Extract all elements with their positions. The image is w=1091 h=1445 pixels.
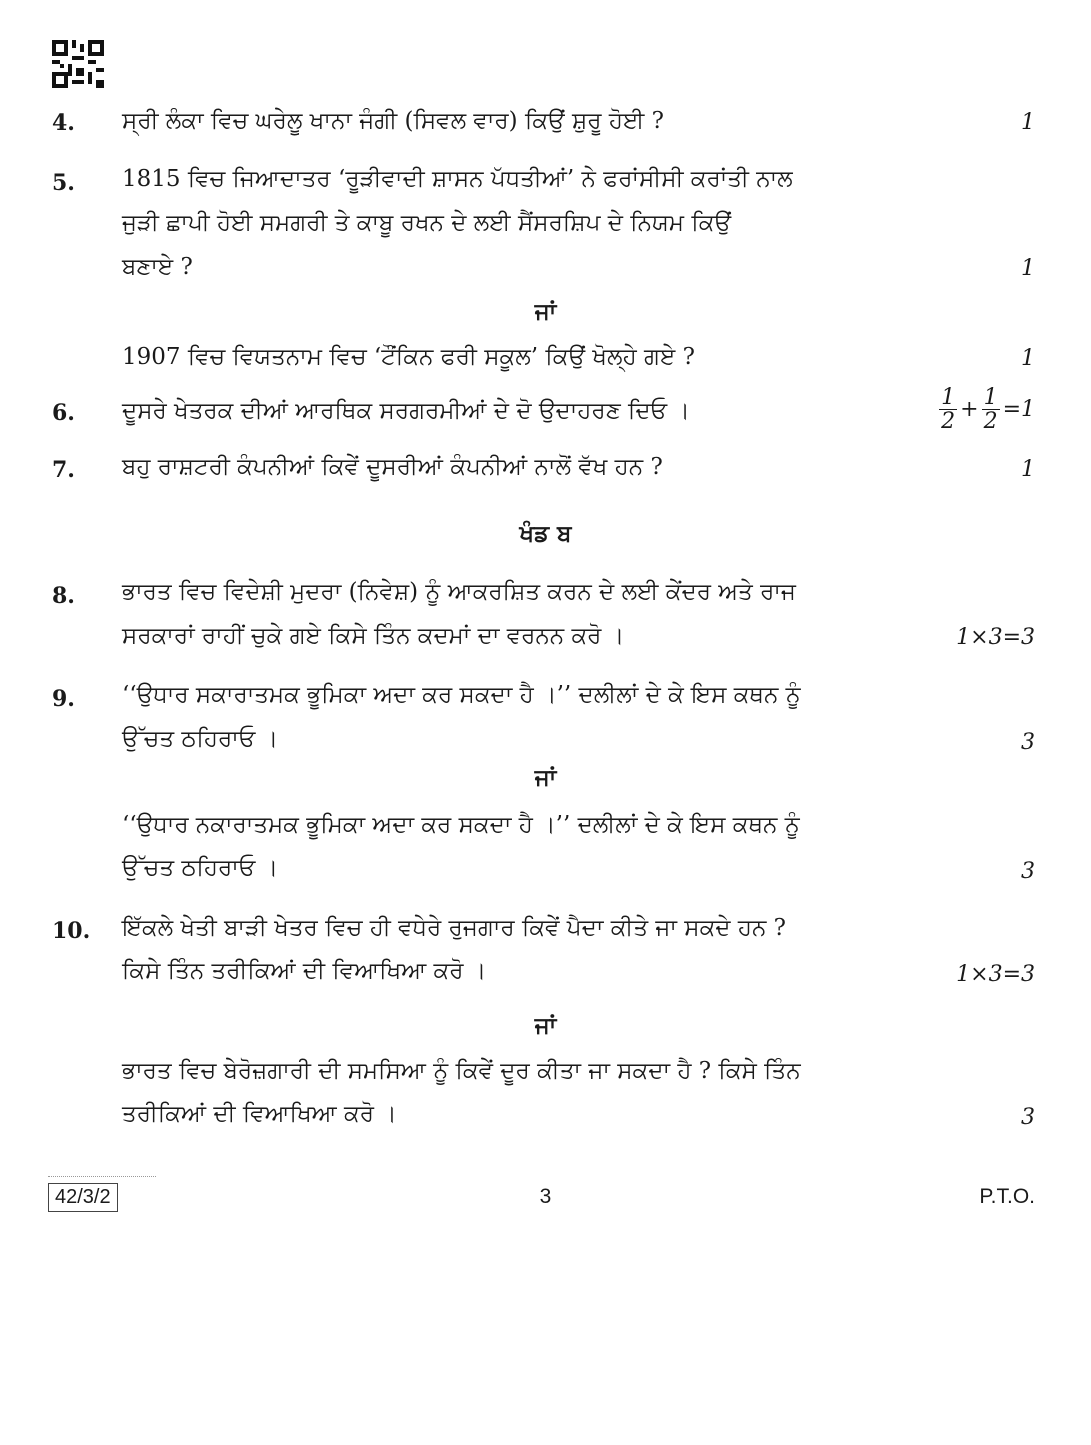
question-number: 6. (52, 400, 75, 426)
question-text: ਦੂਸਰੇ ਖੇਤਰਕ ਦੀਆਂ ਆਰਥਿਕ ਸਰਗਰਮੀਆਂ ਦੇ ਦੋ ਉਦਾਹਰਣ ਦਿਓ । (122, 398, 690, 424)
question-text: ਉੱਚਤ ਠਹਿਰਾਓ । (122, 726, 279, 752)
question-number: 5. (52, 170, 75, 196)
footer-divider (48, 1176, 156, 1181)
question-number: 9. (52, 686, 75, 712)
question-text: ਜੁੜੀ ਛਾਪੀ ਹੋਈ ਸਮਗਰੀ ਤੇ ਕਾਬੂ ਰਖਨ ਦੇ ਲਈ ਸੈਂਸਰਸ਼ਿਪ ਦੇ ਨਿਯਮ ਕਿਉਂ (122, 210, 732, 236)
qr-code-icon (52, 40, 104, 88)
question-text: ਬਹੁ ਰਾਸ਼ਟਰੀ ਕੰਪਨੀਆਂ ਕਿਵੇਂ ਦੂਸਰੀਆਂ ਕੰਪਨੀਆਂ ਨਾਲੋਂ ਵੱਖ ਹਨ ? (122, 454, 663, 480)
fraction-numerator: 1 (983, 385, 998, 410)
section-title: ਖੰਡ ਬ (519, 520, 572, 547)
question-text: ‘‘ਉਧਾਰ ਨਕਾਰਾਤਮਕ ਭੂਮਿਕਾ ਅਦਾ ਕਰ ਸਕਦਾ ਹੈ ।’’ ਦਲੀਲਾਂ ਦੇ ਕੇ ਇਸ ਕਥਨ ਨੂੰ (122, 812, 800, 838)
question-text: 1815 ਵਿਚ ਜਿਆਦਾਤਰ ‘ਰੂੜੀਵਾਦੀ ਸ਼ਾਸਨ ਪੱਧਤੀਆਂ’ ਨੇ ਫਰਾਂਸੀਸੀ ਕਰਾਂਤੀ ਨਾਲ (122, 166, 793, 192)
question-text: ਸਰਕਾਰਾਂ ਰਾਹੀਂ ਚੁਕੇ ਗਏ ਕਿਸੇ ਤਿੰਨ ਕਦਮਾਂ ਦਾ ਵਰਨਨ ਕਰੋ । (122, 623, 625, 649)
question-marks: 1 (1021, 110, 1035, 135)
please-turn-over: P.T.O. (979, 1185, 1035, 1208)
question-marks: 3 (1021, 730, 1035, 755)
fraction-equals: =1 (1002, 397, 1035, 423)
fraction-denominator: 2 (941, 409, 956, 435)
question-text: ਭਾਰਤ ਵਿਚ ਵਿਦੇਸ਼ੀ ਮੁਦਰਾ (ਨਿਵੇਸ਼) ਨੂੰ ਆਕਰਸ਼ਿਤ ਕਰਨ ਦੇ ਲਈ ਕੇਂਦਰ ਅਤੇ ਰਾਜ (122, 579, 796, 605)
question-text: ਬਣਾਏ ? (122, 254, 193, 280)
question-text: ‘‘ਉਧਾਰ ਸਕਾਰਾਤਮਕ ਭੂਮਿਕਾ ਅਦਾ ਕਰ ਸਕਦਾ ਹੈ ।’’ ਦਲੀਲਾਂ ਦੇ ਕੇ ਇਸ ਕਥਨ ਨੂੰ (122, 682, 801, 708)
question-number: 8. (52, 583, 75, 609)
fraction-plus: + (960, 397, 979, 423)
fraction-numerator: 1 (941, 385, 956, 410)
question-number: 10. (52, 918, 91, 944)
question-text: 1907 ਵਿਚ ਵਿਯਤਨਾਮ ਵਿਚ ‘ਟੌਂਕਿਨ ਫਰੀ ਸਕੂਲ’ ਕਿਉਂ ਖੋਲ੍ਹੇ ਗਏ ? (122, 344, 695, 370)
question-marks: 3 (1021, 859, 1035, 884)
or-separator: ਜਾਂ (534, 764, 557, 791)
question-marks: 1×3=3 (956, 625, 1035, 650)
question-text: ਭਾਰਤ ਵਿਚ ਬੇਰੋਜ਼ਗਾਰੀ ਦੀ ਸਮਸਿਆ ਨੂੰ ਕਿਵੇਂ ਦੂਰ ਕੀਤਾ ਜਾ ਸਕਦਾ ਹੈ ? ਕਿਸੇ ਤਿੰਨ (122, 1058, 801, 1084)
or-separator: ਜਾਂ (534, 298, 557, 325)
question-marks: 1 (1021, 256, 1035, 281)
question-text: ਸ੍ਰੀ ਲੰਕਾ ਵਿਚ ਘਰੇਲੂ ਖਾਨਾ ਜੰਗੀ (ਸਿਵਲ ਵਾਰ) ਕਿਉਂ ਸ਼ੁਰੂ ਹੋਈ ? (122, 108, 664, 134)
question-marks: 1×3=3 (956, 962, 1035, 987)
question-text: ਤਰੀਕਿਆਂ ਦੀ ਵਿਆਖਿਆ ਕਰੋ । (122, 1101, 397, 1127)
question-number: 4. (52, 110, 75, 136)
question-marks: 1 (1021, 346, 1035, 371)
or-separator: ਜਾਂ (534, 1012, 557, 1039)
question-text: ਕਿਸੇ ਤਿੰਨ ਤਰੀਕਿਆਂ ਦੀ ਵਿਆਖਿਆ ਕਰੋ । (122, 958, 487, 984)
question-text: ਉੱਚਤ ਠਹਿਰਾਓ । (122, 855, 279, 881)
question-number: 7. (52, 457, 75, 483)
fraction-denominator: 2 (983, 409, 998, 435)
question-text: ਇੱਕਲੇ ਖੇਤੀ ਬਾੜੀ ਖੇਤਰ ਵਿਚ ਹੀ ਵਧੇਰੇ ਰੁਜਗਾਰ ਕਿਵੇਂ ਪੈਦਾ ਕੀਤੇ ਜਾ ਸਕਦੇ ਹਨ ? (122, 915, 786, 941)
page-number: 3 (539, 1185, 552, 1208)
question-marks-fraction (939, 386, 1035, 433)
question-marks: 3 (1021, 1105, 1035, 1130)
question-marks: 1 (1021, 457, 1035, 482)
paper-code: 42/3/2 (48, 1183, 118, 1212)
